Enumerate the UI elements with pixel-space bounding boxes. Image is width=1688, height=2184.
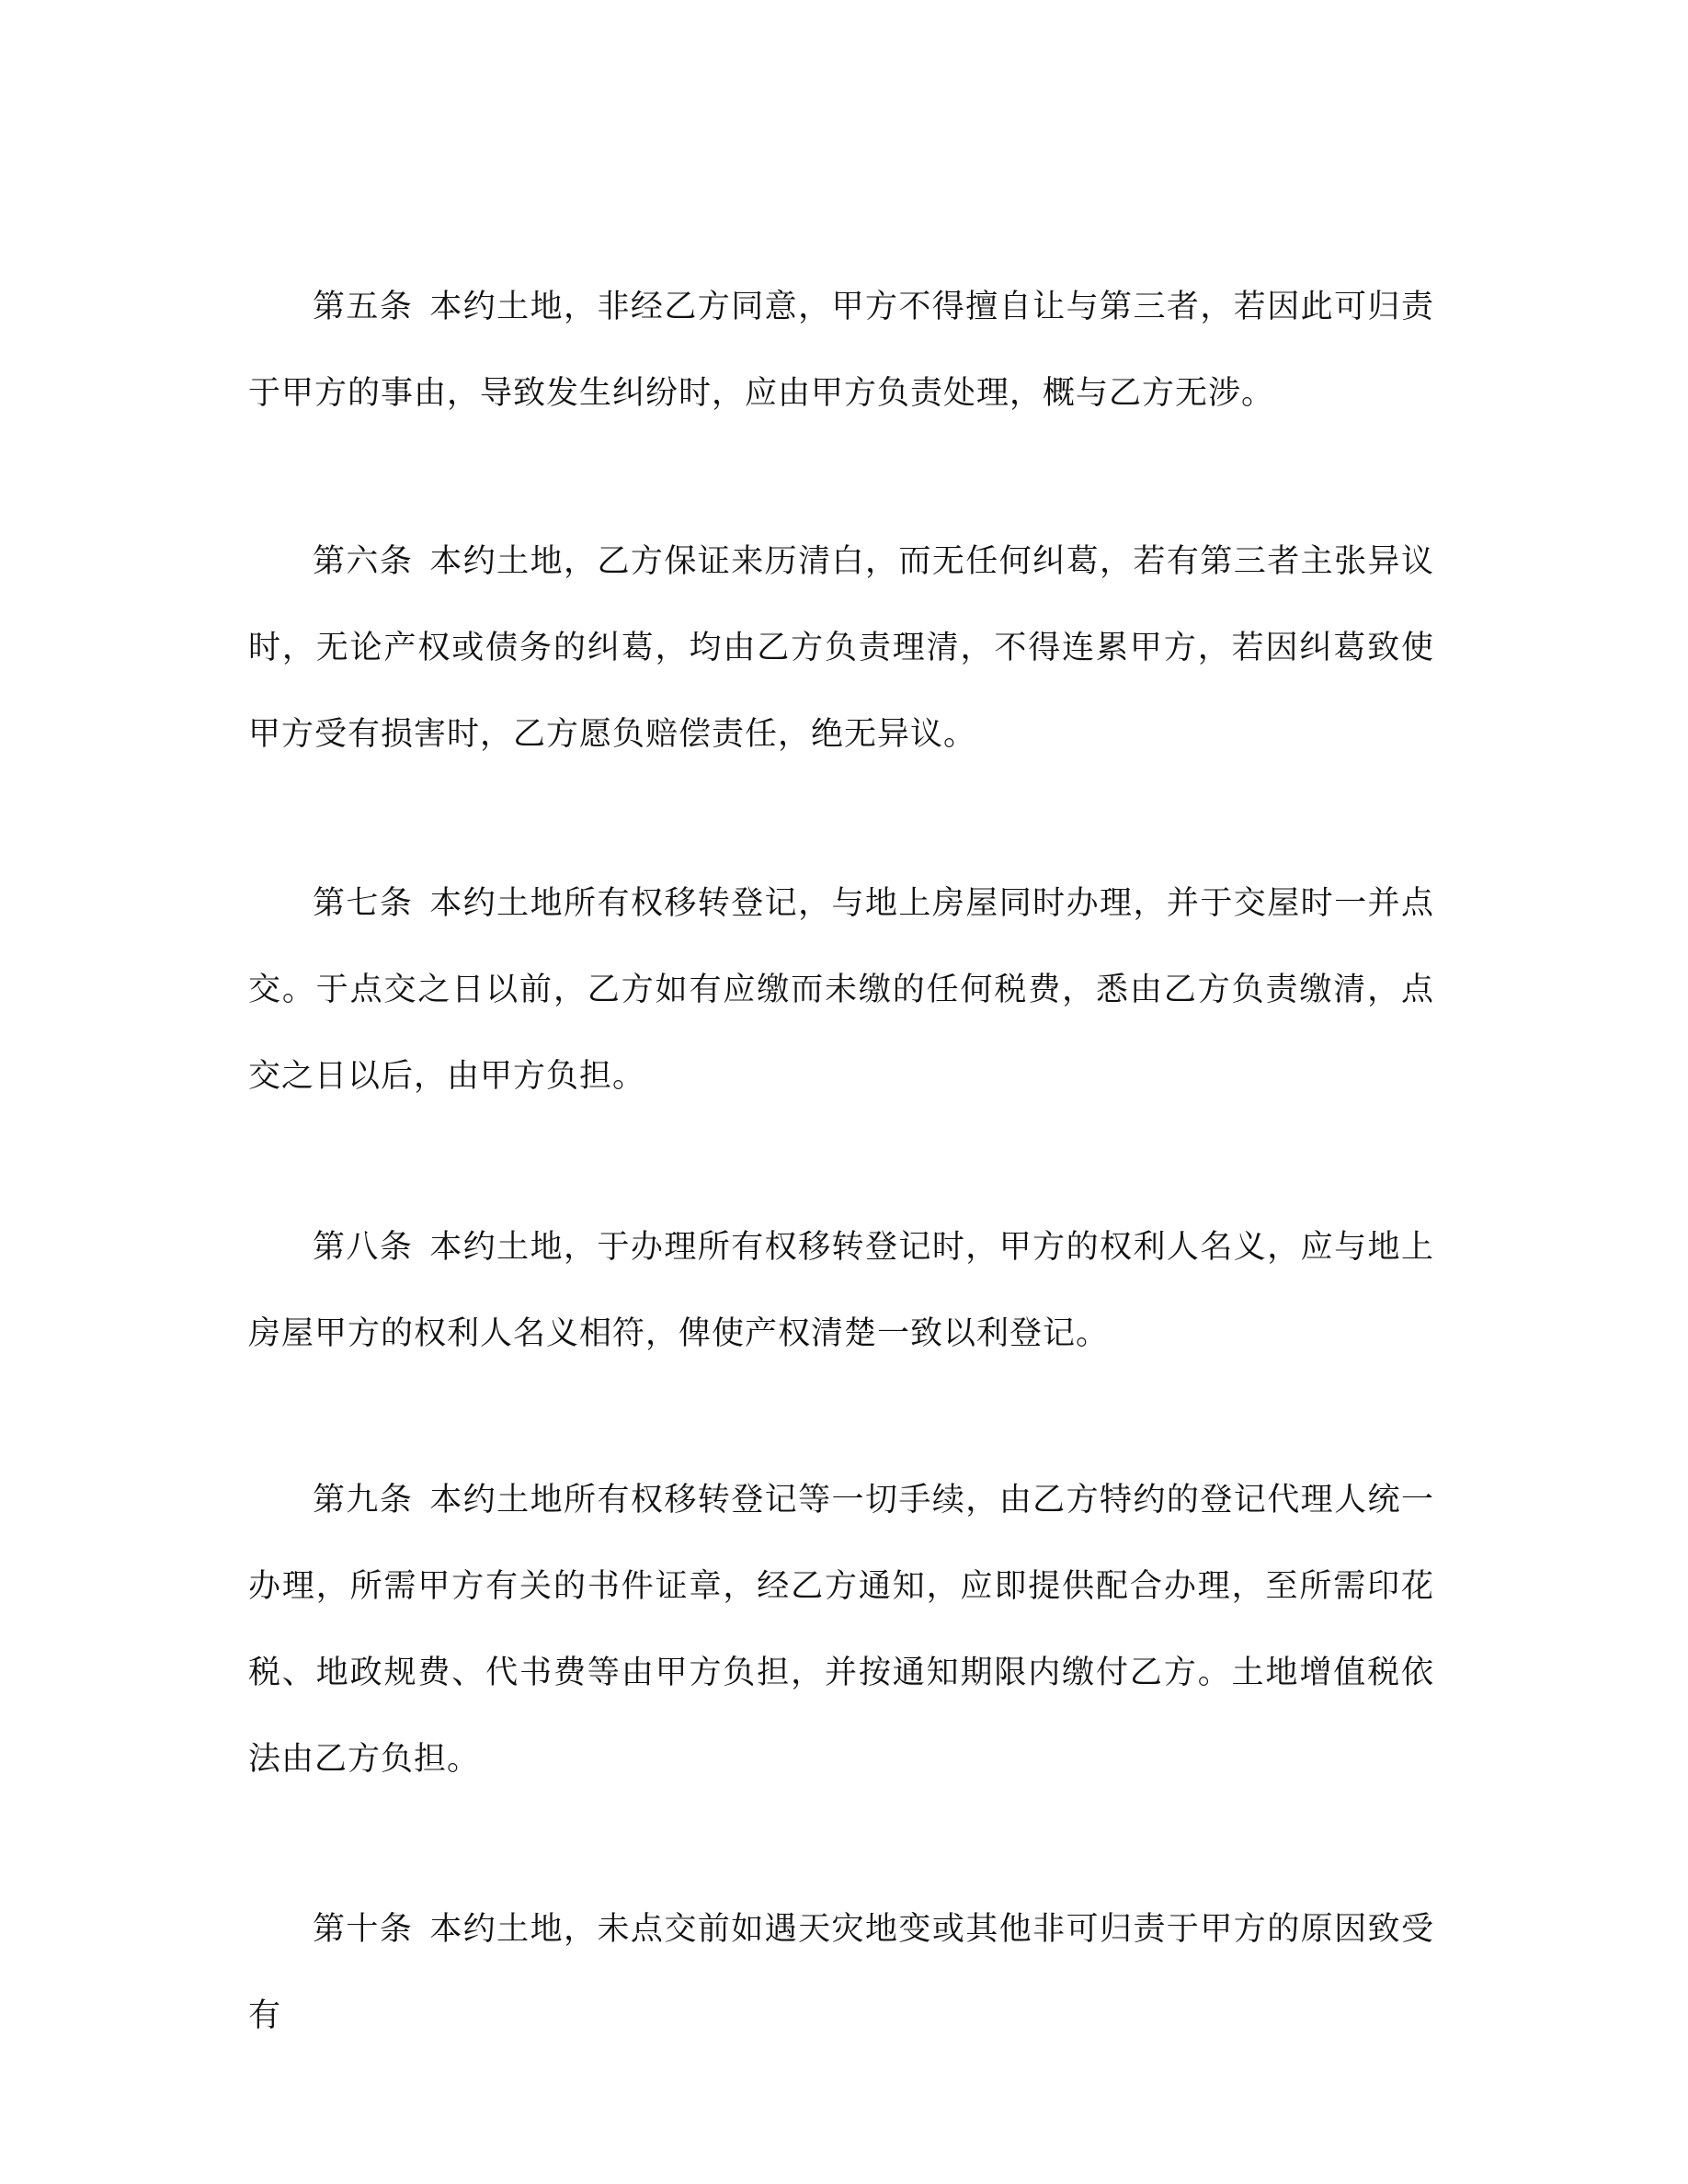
clause-6-text: 本约土地，乙方保证来历清白，而无任何纠葛，若有第三者主张异议时，无论产权或债务的纠葛，均由乙方负责理清，不得连累甲方，若因纠葛致使甲方受有损害时，乙方愿负赔偿责任，绝无异议。 (248, 543, 1434, 753)
clause-10 (248, 1886, 1434, 2059)
clause-7-text: 本约土地所有权移转登记，与地上房屋同时办理，并于交屋时一并点交。于点交之日以前，乙方如有应缴而未缴的任何税费，悉由乙方负责缴清，点交之日以后，由甲方负担。 (248, 885, 1434, 1095)
clause-9 (248, 1457, 1434, 1803)
clause-9-text: 本约土地所有权移转登记等一切手续，由乙方特约的登记代理人统一办理，所需甲方有关的书件证章，经乙方通知，应即提供配合办理，至所需印花税、地政规费、代书费等由甲方负担，并按通知期限内缴付乙方。土地增值税依法由乙方负担。 (248, 1482, 1434, 1778)
clause-9-number: 第九条 (313, 1482, 414, 1519)
clause-8-number: 第八条 (313, 1229, 414, 1266)
clause-5 (248, 264, 1434, 437)
clause-8 (248, 1204, 1434, 1377)
clause-5-number: 第五条 (313, 289, 414, 325)
clause-6-number: 第六条 (313, 543, 414, 580)
clause-7 (248, 860, 1434, 1120)
clause-7-number: 第七条 (313, 885, 414, 922)
clause-10-text: 本约土地，未点交前如遇天灾地变或其他非可归责于甲方的原因致受有 (248, 1911, 1434, 2034)
clause-10-number: 第十条 (313, 1911, 414, 1948)
clause-5-text: 本约土地，非经乙方同意，甲方不得擅自让与第三者，若因此可归责于甲方的事由，导致发生纠纷时，应由甲方负责处理，概与乙方无涉。 (248, 289, 1434, 412)
clause-6 (248, 518, 1434, 778)
clause-8-text: 本约土地，于办理所有权移转登记时，甲方的权利人名义，应与地上房屋甲方的权利人名义相符，俾使产权清楚一致以利登记。 (248, 1229, 1434, 1352)
